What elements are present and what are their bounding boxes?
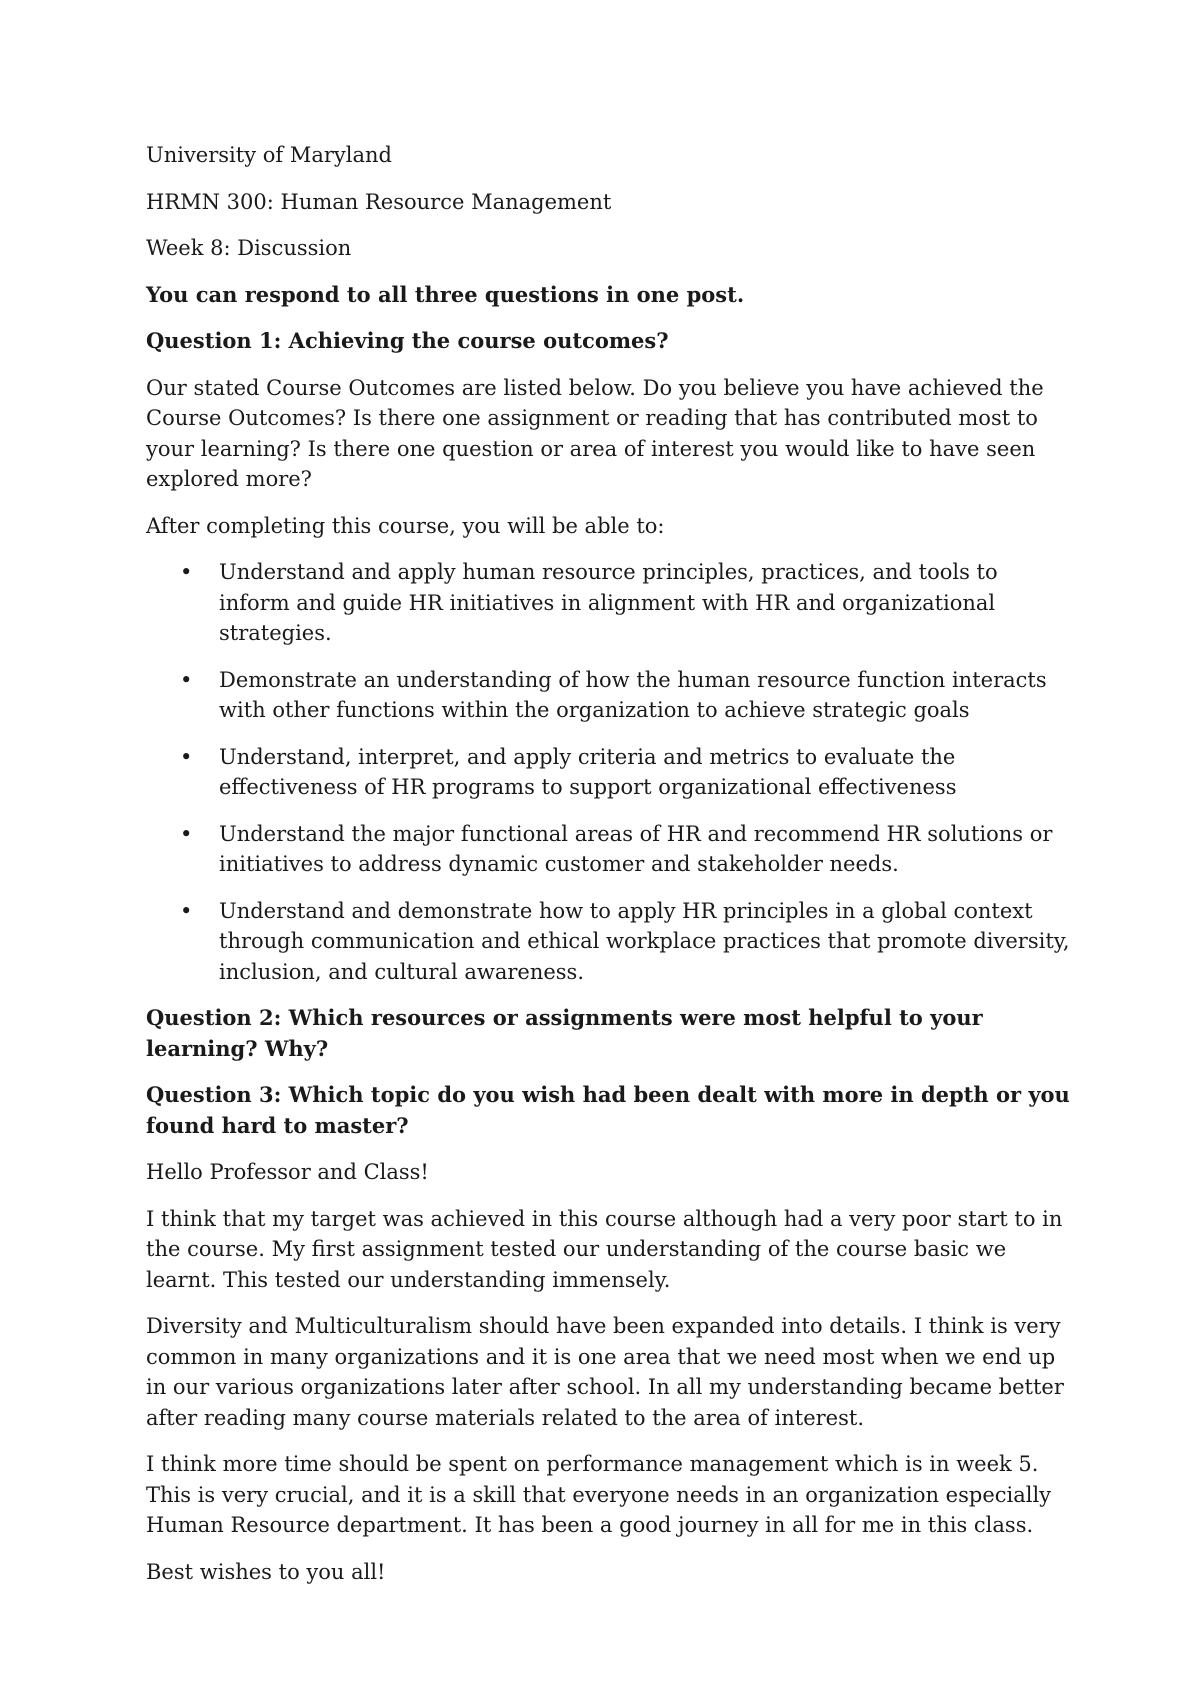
outcome-text: Understand and apply human resource principles, practices, and tools to inform and guide HR initiatives in alignment with HR and organizational strategies. (219, 560, 998, 645)
response-paragraph: I think that my target was achieved in this course although had a very poor start to in the course. My first assignment tested our understanding of the course basic we learnt. This tested our understanding immensely. (146, 1206, 1063, 1292)
question-1-title: Question 1: Achieving the course outcomes? (146, 328, 669, 353)
list-item (146, 742, 1070, 803)
question-1-body: Our stated Course Outcomes are listed below. Do you believe you have achieved the Course Outcomes? Is there one assignment or reading that has contributed most to your learning? Is there one question or area of interest you would like to have seen explored more? (146, 375, 1044, 491)
response-greeting: Hello Professor and Class! (146, 1160, 429, 1184)
bullet-icon: • (180, 667, 193, 692)
list-item (146, 819, 1070, 880)
course-title: HRMN 300: Human Resource Management (146, 189, 612, 214)
bullet-icon: • (180, 744, 193, 769)
bullet-icon: • (180, 821, 193, 846)
bullet-icon: • (180, 898, 193, 923)
question-3-title: Question 3: Which topic do you wish had been dealt with more in depth or you found hard to master? (146, 1082, 1070, 1138)
outcomes-intro: After completing this course, you will be able to: (146, 513, 665, 538)
outcome-text: Understand and demonstrate how to apply HR principles in a global context through communication and ethical workplace practices that promote diversity, inclusion, and cultural awareness. (219, 898, 1070, 984)
university-name: University of Maryland (146, 143, 392, 167)
bullet-icon: • (180, 560, 193, 584)
week-title: Week 8: Discussion (146, 236, 352, 260)
outcome-text: Demonstrate an understanding of how the human resource function interacts with other functions within the organization to achieve strategic goals (219, 667, 1047, 722)
list-item (146, 665, 1070, 726)
instructions: You can respond to all three questions in one post. (146, 281, 745, 307)
response-closing: Best wishes to you all! (146, 1559, 386, 1584)
list-item (146, 896, 1070, 988)
question-2-title: Question 2: Which resources or assignments were most helpful to your learning? Why? (146, 1005, 983, 1061)
list-item (146, 557, 1070, 649)
outcomes-list (146, 557, 1070, 987)
outcome-text: Understand, interpret, and apply criteria and metrics to evaluate the effectiveness of HR programs to support organizational effectiveness (219, 744, 957, 799)
outcome-text: Understand the major functional areas of HR and recommend HR solutions or initiatives to address dynamic customer and stakeholder needs. (219, 821, 1053, 876)
response-paragraph: Diversity and Multiculturalism should have been expanded into details. I think is very common in many organizations and it is one area that we need most when we end up in our various organizations later after school. In all my understanding became better after reading many course materials related to the area of interest. (146, 1314, 1064, 1430)
response-paragraph: I think more time should be spent on performance management which is in week 5. This is very crucial, and it is a skill that everyone needs in an organization especially Human Resource department. It has been a good journey in all for me in this class. (146, 1452, 1052, 1537)
